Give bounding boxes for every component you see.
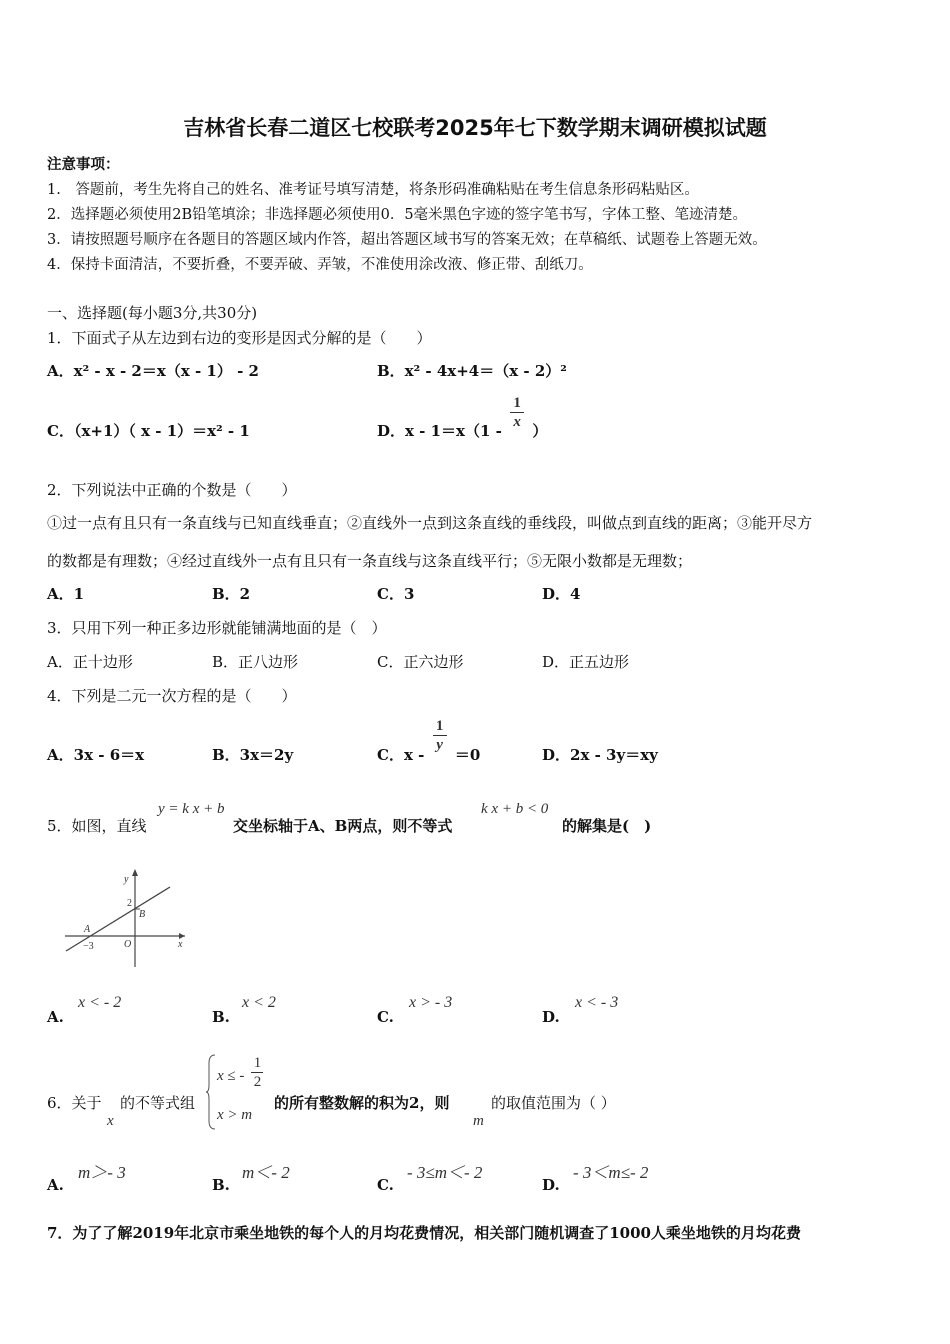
line-ykxb: [66, 887, 170, 951]
q5-stem-mid: 交坐标轴于A、B两点，则不等式: [233, 817, 453, 835]
q4-c-pre: C．x -: [377, 746, 425, 764]
q6-option-c-label[interactable]: C.: [377, 1176, 394, 1194]
q3-option-b[interactable]: B．正八边形: [212, 653, 299, 671]
section-heading: 一、选择题(每小题3分,共30分): [47, 304, 258, 322]
q6-var-m: m: [473, 1113, 484, 1129]
point-a-label: A: [84, 924, 91, 935]
notes-heading: 注意事项：: [47, 156, 120, 173]
point-b-label: B: [139, 909, 146, 920]
q5-option-d-math: x < - 3: [575, 994, 619, 1011]
note-item: 1. 答题前，考生先将自己的姓名、准考证号填写清楚，将条形码准确粘贴在考生信息条形码粘贴区。: [47, 182, 699, 198]
y-axis-arrow: [132, 869, 138, 876]
q5-option-c-math: x > - 3: [409, 994, 453, 1011]
q1-option-a[interactable]: A．x² - x - 2＝x（x - 1） - 2: [47, 362, 259, 380]
q5-stem-post: 的解集是( ): [562, 817, 652, 835]
q5-stem-pre: 5．如图，直线: [47, 817, 147, 835]
page-title: 吉林省长春二道区七校联考2025年七下数学期末调研模拟试题: [183, 116, 767, 140]
q6-system-brace: [205, 1053, 217, 1131]
q6-option-d-label[interactable]: D.: [542, 1176, 560, 1194]
q2-option-c[interactable]: C．3: [377, 585, 415, 603]
q4-option-d[interactable]: D．2x - 3y＝xy: [542, 746, 658, 764]
q6-sys1-numerator: 1: [253, 1055, 262, 1071]
q5-option-c-label[interactable]: C.: [377, 1008, 394, 1026]
note-item: 3．请按照题号顺序在各题目的答题区域内作答，超出答题区域书写的答案无效；在草稿纸、试题卷上答题无效。: [47, 232, 767, 248]
q4-option-a[interactable]: A．3x - 6＝x: [47, 746, 145, 764]
q1-option-c[interactable]: C．（x+1）（ x - 1）＝x² - 1: [47, 422, 250, 440]
q2-option-a[interactable]: A．1: [47, 585, 85, 603]
q6-sys1-fraction: [251, 1055, 263, 1090]
note-item: 2．选择题必须使用2B铅笔填涂；非选择题必须使用0．5毫米黑色字迹的签字笔书写，字体工整、笔迹清楚。: [47, 207, 748, 223]
q5-option-b-label[interactable]: B.: [212, 1008, 230, 1026]
q6-stem-mid: 的不等式组: [120, 1094, 196, 1112]
q1-d-pre: D．x - 1＝x（1 -: [377, 422, 502, 440]
y-axis-label: y: [124, 874, 129, 885]
q7-stem: 7．为了了解2019年北京市乘坐地铁的每个人的月均花费情况，相关部门随机调查了1000人乘坐地铁的月均花费: [47, 1224, 801, 1242]
q6-option-b-math: m＜- 2: [242, 1163, 290, 1182]
q4-stem: 4．下列是二元一次方程的是（ ）: [47, 687, 297, 705]
q1-d-fraction: [510, 395, 524, 430]
q6-stem-pre: 6．关于: [47, 1094, 102, 1112]
x-tick-label: −3: [83, 941, 94, 952]
q4-c-post: ＝0: [454, 746, 481, 764]
q5-line-equation: y = k x + b: [158, 801, 225, 817]
q6-sys1-pre: x ≤ -: [217, 1068, 245, 1084]
q4-c-numerator: 1: [435, 718, 444, 734]
q3-option-a[interactable]: A．正十边形: [47, 653, 133, 671]
q5-option-d-label[interactable]: D.: [542, 1008, 560, 1026]
q1-stem: 1．下面式子从左边到右边的变形是因式分解的是（ ）: [47, 329, 432, 347]
y-tick-label: 2: [127, 898, 132, 909]
origin-label: O: [124, 939, 132, 950]
q6-sys1-denominator: 2: [253, 1074, 262, 1090]
q6-option-c-math: - 3≤m＜- 2: [407, 1163, 483, 1182]
q5-graph: [60, 865, 190, 970]
q6-stem-post: 的所有整数解的积为2，则: [274, 1094, 450, 1112]
q5-option-b-math: x < 2: [242, 994, 276, 1011]
q4-option-c[interactable]: [377, 718, 480, 765]
q4-c-fraction: [433, 718, 447, 753]
q4-c-denominator: y: [436, 737, 443, 753]
q2-option-d[interactable]: D．4: [542, 585, 581, 603]
q4-option-b[interactable]: B．3x＝2y: [212, 746, 294, 764]
x-axis-label: x: [178, 939, 183, 950]
q6-option-d-math: - 3＜m≤- 2: [573, 1163, 649, 1182]
q5-option-a-math: x < - 2: [78, 994, 122, 1011]
q5-option-a-label[interactable]: A.: [47, 1008, 64, 1026]
q5-inequality: k x + b < 0: [481, 801, 549, 817]
q6-system-row-1: [217, 1055, 263, 1090]
q6-system-row-2: x > m: [217, 1107, 253, 1123]
q6-stem-end: 的取值范围为（ ）: [491, 1094, 616, 1112]
q6-var-x: x: [107, 1113, 114, 1129]
q3-option-c[interactable]: C．正六边形: [377, 653, 464, 671]
q1-option-d[interactable]: [377, 395, 547, 441]
q2-statement-line: ①过一点有且只有一条直线与已知直线垂直；②直线外一点到这条直线的垂线段，叫做点到直线的距离；③能开尽方: [47, 514, 813, 532]
q6-option-a-label[interactable]: A.: [47, 1176, 64, 1194]
q6-option-b-label[interactable]: B.: [212, 1176, 230, 1194]
q2-stem: 2．下列说法中正确的个数是（ ）: [47, 481, 297, 499]
q3-option-d[interactable]: D．正五边形: [542, 653, 630, 671]
q6-option-a-math: m＞- 3: [78, 1163, 126, 1182]
q1-d-denominator: x: [513, 414, 521, 430]
q2-statement-line: 的数都是有理数；④经过直线外一点有且只有一条直线与这条直线平行；⑤无限小数都是无理数；: [47, 552, 693, 570]
note-item: 4．保持卡面清洁，不要折叠，不要弄破、弄皱，不准使用涂改液、修正带、刮纸刀。: [47, 257, 593, 273]
q1-d-post: ）: [532, 422, 548, 440]
q2-option-b[interactable]: B．2: [212, 585, 251, 603]
q1-option-b[interactable]: B．x² - 4x+4＝（x - 2）²: [377, 362, 567, 380]
q1-d-numerator: 1: [513, 395, 521, 411]
q3-stem: 3．只用下列一种正多边形就能铺满地面的是（ ）: [47, 619, 387, 637]
